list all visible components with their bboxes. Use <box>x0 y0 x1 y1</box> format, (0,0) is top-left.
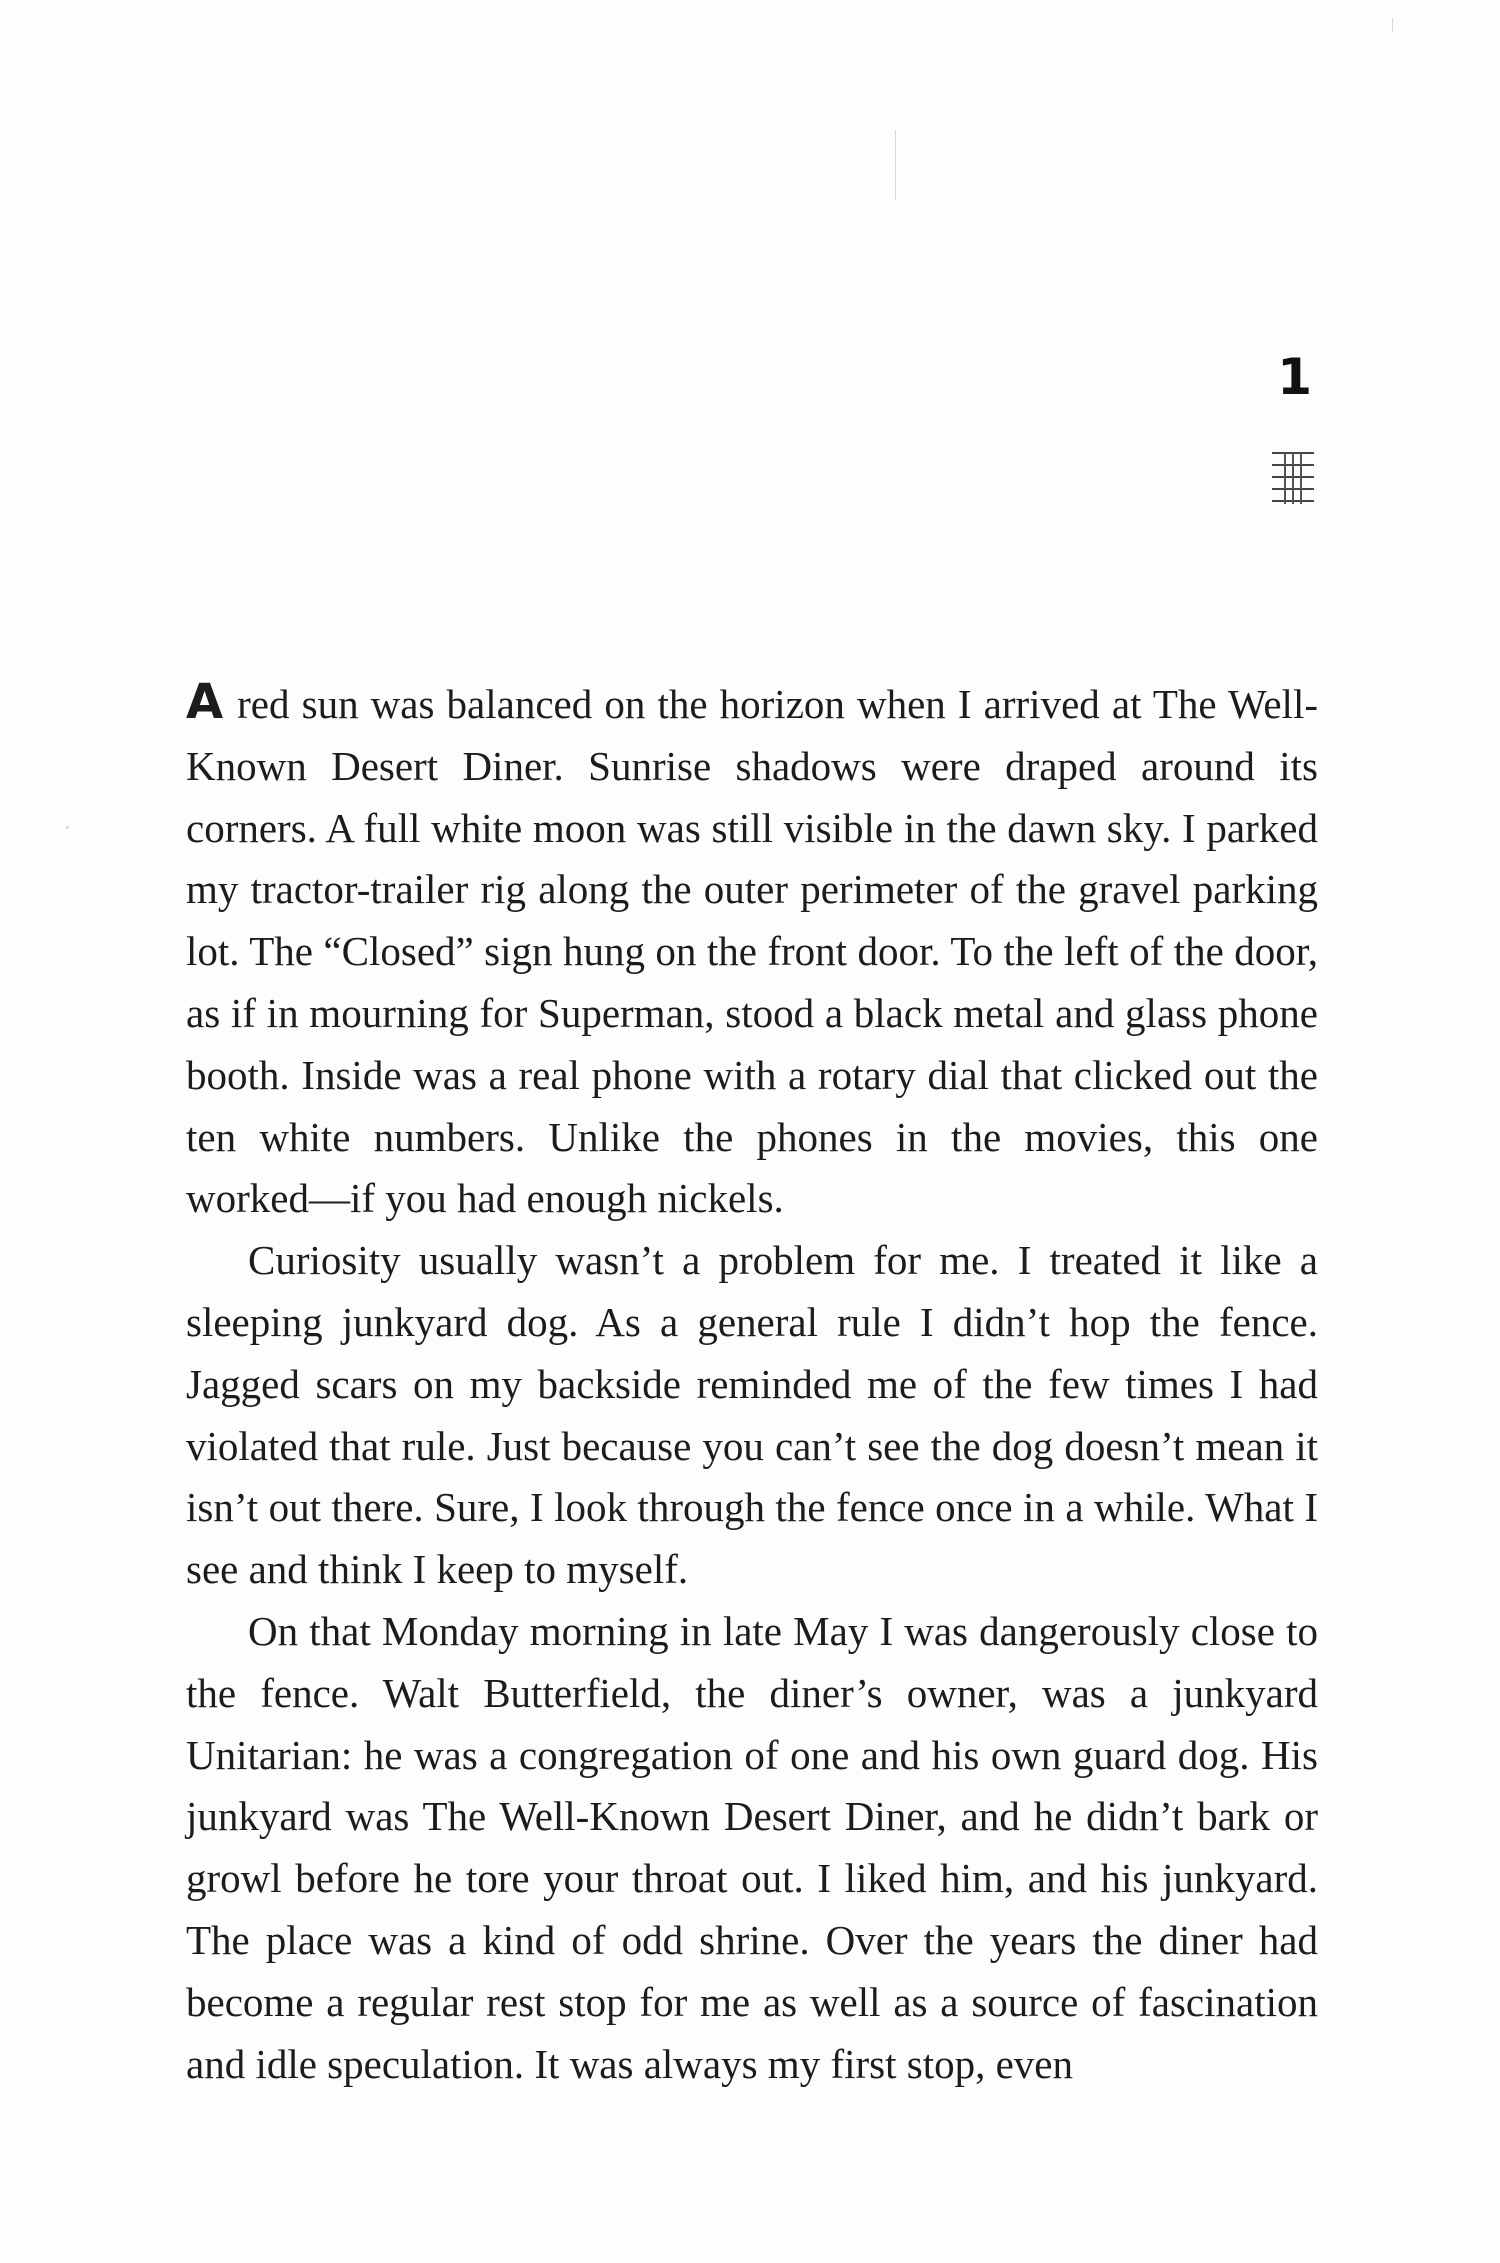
scan-mark <box>1392 18 1393 32</box>
chapter-number: 1 <box>1277 348 1312 406</box>
scan-mark <box>66 826 69 829</box>
drop-initial: A <box>186 674 224 730</box>
scan-mark <box>895 130 896 200</box>
chapter-body <box>186 672 1318 2095</box>
paragraph-1 <box>186 672 1318 1230</box>
paragraph-1-text: red sun was balanced on the horizon when I arrived at The Well-Known Desert Diner. Sunrise shadows were draped around its corners. A full white moon was still visible in the dawn sky. I parked my tractor-trailer rig along the outer perimeter of the gravel parking lot. The “Closed” sign hung on the front door. To the left of the door, as if in mourning for Superman, stood a black metal and glass phone booth. Inside was a real phone with a rotary dial that clicked out the ten white numbers. Unlike the phones in the movies, this one worked—if you had enough nickels. <box>186 681 1318 1222</box>
paragraph-2: Curiosity usually wasn’t a problem for me. I treated it like a sleeping junkyard dog. As a general rule I didn’t hop the fence. Jagged scars on my backside reminded me of the few times I had violated that rule. Just because you can’t see the dog doesn’t mean it isn’t out there. Sure, I look through the fence once in a while. What I see and think I keep to myself. <box>186 1237 1318 1593</box>
paragraph-3: On that Monday morning in late May I was dangerously close to the fence. Walt Butterfield, the diner’s owner, was a junkyard Unitarian: he was a congregation of one and his own guard dog. His junkyard was The Well-Known Desert Diner, and he didn’t bark or growl before he tore your throat out. I liked him, and his junkyard. The place was a kind of odd shrine. Over the years the diner had become a regular rest stop for me as well as a source of fascination and idle speculation. It was always my first stop, even <box>186 1607 1318 2087</box>
chapter-ornament <box>1272 452 1314 504</box>
